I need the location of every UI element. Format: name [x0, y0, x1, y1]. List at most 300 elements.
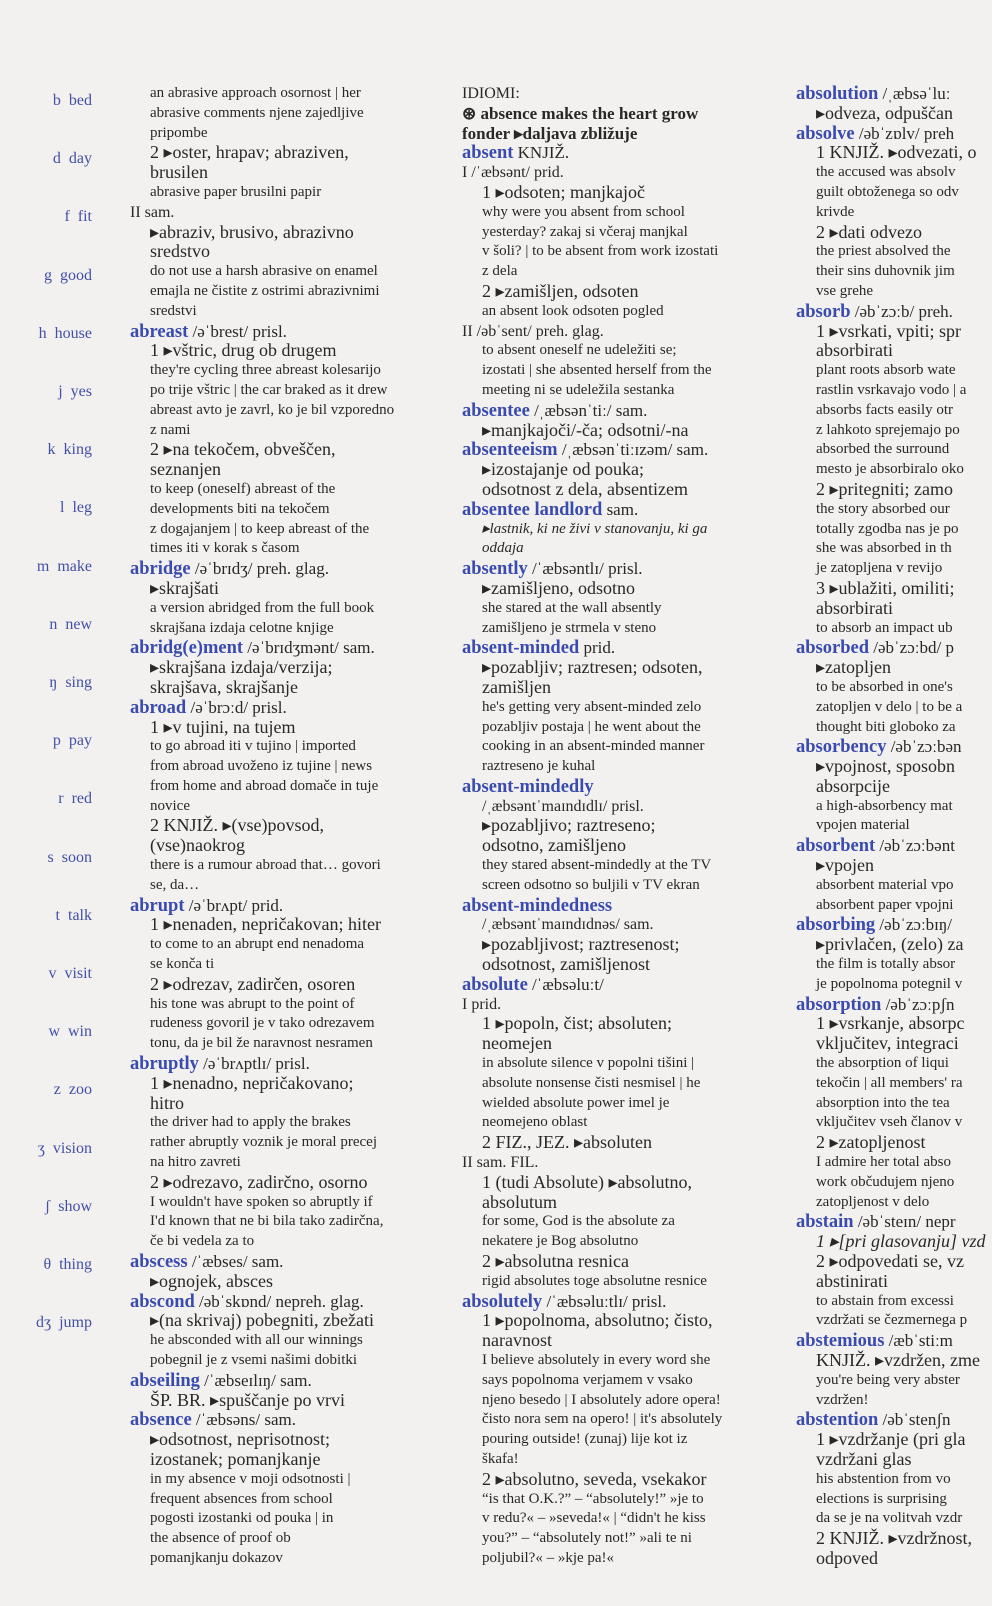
pronunciation-example-word: soon [61, 848, 92, 866]
line-text: neomejen [482, 1033, 552, 1054]
line-text: ▸(na skrivaj) pobegniti, zbežati [150, 1310, 374, 1331]
headword: absent-minded [462, 638, 580, 659]
pronunciation-example-word: thing [59, 1256, 92, 1273]
line-text: 2 ▸odrezav, zadirčen, osoren [150, 973, 356, 994]
example-line [462, 1212, 776, 1232]
translation-line [130, 223, 442, 243]
example-line [462, 737, 776, 757]
example-line [462, 599, 776, 619]
pronunciation-symbol: ŋ [49, 674, 58, 691]
translation-line [796, 856, 992, 876]
line-text: the film is totally absor [816, 956, 956, 973]
line-text: 1 ▸vštric, drug ob drugem [150, 340, 337, 361]
example-line [462, 539, 776, 559]
line-text: the absorption of liqui [816, 1055, 949, 1072]
headword: absorbent [796, 836, 876, 857]
example-line [796, 1054, 992, 1074]
example-line [796, 1074, 992, 1094]
line-text: izostanek; pomanjkanje [150, 1448, 321, 1469]
example-line [462, 381, 776, 401]
line-text: neomejeno oblast [482, 1114, 588, 1131]
line-text: to abstain from excessi [816, 1292, 954, 1309]
line-text: absorption into the tea [816, 1094, 950, 1111]
line-text: odsotnost, zamišljenost [482, 954, 650, 975]
example-line [130, 757, 442, 777]
example-line [462, 1430, 776, 1450]
line-text: 1 ▸vzdržanje (pri gla [816, 1429, 966, 1450]
translation-line [130, 1391, 442, 1411]
line-text: ▸manjkajoči/-ča; odsotni/-na [482, 419, 689, 440]
entry-headword-line [796, 836, 992, 856]
example-line [796, 698, 992, 718]
line-text: 1 (tudi Absolute) ▸absolutno, [482, 1171, 693, 1192]
pronunciation-symbol: g [44, 266, 52, 284]
pronunciation-and-pos: /əˈbrʌpt/ prid. [184, 895, 284, 915]
pronunciation-example-word: pay [68, 732, 92, 750]
translation-line [796, 658, 992, 678]
translation-line [130, 1094, 442, 1114]
headword: abridg(e)ment [130, 638, 244, 659]
example-line [462, 242, 776, 262]
headword: absentee [462, 400, 530, 421]
headword: abstain [796, 1212, 854, 1233]
example-line [130, 262, 442, 282]
translation-line [130, 975, 442, 995]
example-line [462, 698, 776, 718]
translation-line [462, 1173, 776, 1193]
line-text: ▸odsotnost, neprisotnost; [150, 1429, 331, 1450]
line-text: 1 ▸nenaden, nepričakovan; hiter [150, 914, 381, 935]
translation-line [462, 816, 776, 836]
line-text: vzdržani glas [816, 1448, 912, 1469]
entry-headword-line [130, 559, 442, 579]
line-text: se, da… [150, 876, 200, 893]
pronunciation-key-row [58, 383, 92, 401]
line-text: ▸zatopljen [816, 657, 892, 678]
pronunciation-symbol: k [47, 441, 56, 459]
example-line [796, 520, 992, 540]
grammar-label-line [462, 322, 776, 342]
pronunciation-example-word: visit [64, 965, 92, 982]
line-text: hitro [150, 1092, 184, 1113]
translation-line [462, 1331, 776, 1351]
example-line [796, 1292, 992, 1312]
pronunciation-key-row [53, 732, 92, 750]
pronunciation-key-row [49, 616, 92, 634]
entry-headword-line [796, 302, 992, 322]
pronunciation-example-word: make [57, 557, 92, 575]
example-line [130, 1232, 442, 1252]
entry-headword-line [796, 737, 992, 757]
line-text: an absent look odsoten pogled [482, 302, 664, 319]
pronunciation-example-word: leg [72, 499, 92, 517]
headword: absolution [796, 84, 879, 104]
translation-line [462, 1133, 776, 1153]
line-text: poljubil?« – »kje pa!« [482, 1549, 615, 1566]
example-line [796, 797, 992, 817]
line-text: an abrasive approach osornost | her [150, 85, 361, 101]
example-line [796, 1153, 992, 1173]
example-line [462, 1094, 776, 1114]
example-line [130, 401, 442, 421]
dictionary-column-2 [462, 84, 776, 1594]
example-line [130, 183, 442, 203]
pronunciation-key-row [39, 325, 92, 343]
headword: abroad [130, 697, 187, 718]
translation-line [462, 183, 776, 203]
line-text: abreast avto je zavrl, ko je bil vzporedno [150, 401, 395, 418]
translation-line [130, 836, 442, 856]
pronunciation-and-pos: /ˈæbsəluːt/ [527, 974, 604, 994]
line-text: I /ˈæbsənt/ prid. [462, 164, 564, 182]
example-line [462, 361, 776, 381]
entry-headword-line [130, 1410, 442, 1430]
line-text: they're cycling three abreast kolesarijo [150, 362, 381, 379]
example-line [796, 282, 992, 302]
line-text: you're being very abster [816, 1371, 960, 1388]
pronunciation-key-row [49, 674, 92, 692]
pronunciation-example-word: day [68, 150, 92, 168]
line-text: ▸zamišljeno, odsotno [482, 577, 636, 598]
line-text: says popolnoma verjamem v vsako [482, 1371, 693, 1388]
example-line [796, 559, 992, 579]
translation-line [130, 460, 442, 480]
line-text: 2 ▸absolutno, seveda, vsekakor [482, 1468, 707, 1489]
line-text: the absence of proof ob [150, 1530, 291, 1547]
pronunciation-and-pos: /əbˈstenʃn [878, 1410, 951, 1430]
line-text: novice [150, 797, 190, 814]
example-line [796, 1490, 992, 1510]
line-text: ▸odveza, odpuščan [816, 102, 953, 123]
translation-line [796, 1351, 992, 1371]
example-line [462, 203, 776, 223]
line-text: na hitro zavreti [150, 1154, 241, 1171]
line-text: raztreseno je kuhal [482, 758, 596, 775]
headword: absent [462, 143, 514, 164]
headword: abridge [130, 559, 191, 580]
pronunciation-and-pos: KNJIŽ. [513, 143, 570, 163]
translation-line [130, 1450, 442, 1470]
translation-line [796, 1014, 992, 1034]
line-text: I believe absolutely in every word she [482, 1352, 711, 1368]
line-text: the priest absolved the [816, 243, 951, 260]
line-text: da se je na volitvah vzdr [816, 1510, 963, 1527]
example-line [130, 421, 442, 441]
example-line [796, 1094, 992, 1114]
line-text: guilt obtoženega so odv [816, 183, 959, 200]
line-text: 2 ▸pritegniti; zamo [816, 478, 954, 499]
line-text: vključitev vseh članov v [816, 1114, 963, 1131]
line-text: ▸izostajanje od pouka; [482, 459, 644, 480]
example-line [796, 718, 992, 738]
entry-headword-line [796, 638, 992, 658]
line-text: ▸ognojek, absces [150, 1270, 274, 1291]
pronunciation-symbol: p [52, 732, 61, 750]
pronunciation-example-word: king [63, 441, 92, 459]
example-line [796, 242, 992, 262]
pronunciation-key-row [56, 907, 92, 925]
grammar-label-line [462, 84, 776, 104]
line-text: 1 ▸v tujini, na tujem [150, 716, 296, 737]
example-line [462, 1371, 776, 1391]
line-text: absorbent paper vpojni [816, 896, 954, 913]
line-text: totally zgodba nas je po [816, 520, 959, 537]
translation-line [130, 678, 442, 698]
entry-headword-line [462, 1292, 776, 1312]
example-line [130, 737, 442, 757]
pronunciation-and-pos: /əbˈzɔːbd/ p [869, 638, 954, 658]
line-text: zamišljen [482, 676, 551, 697]
example-line [796, 896, 992, 916]
line-text: (vse)naokrog [150, 835, 245, 856]
line-text: in absolute silence v popolni tišini | [482, 1055, 695, 1072]
pronunciation-symbol: h [38, 324, 47, 342]
line-text: plant roots absorb wate [816, 362, 956, 379]
line-text: 1 ▸[pri glasovanju] vzd [816, 1231, 986, 1252]
line-text: I'd known that ne bi bila tako zadirčna, [150, 1213, 384, 1230]
line-text: fonder ▸daljava zbližuje [462, 123, 638, 143]
line-text: to come to an abrupt end nenadoma [150, 936, 365, 953]
pronunciation-example-word: show [58, 1197, 92, 1215]
pronunciation-and-pos: sam. [602, 499, 639, 519]
line-text: do not use a harsh abrasive on enamel [150, 263, 378, 280]
line-text: rastlin vsrkavajo vodo | a [816, 381, 967, 398]
line-text: screen odsotno so buljili v TV ekran [482, 876, 700, 893]
example-line [796, 1193, 992, 1213]
line-text: izostati | she absented herself from the [482, 362, 712, 379]
line-text: 2 ▸zamišljen, odsoten [482, 280, 639, 301]
example-line [462, 520, 776, 540]
line-text: pozabljiv postaja | he went about the [482, 718, 701, 735]
example-line [796, 421, 992, 441]
line-text: z dogajanjem | to keep abreast of the [150, 520, 370, 537]
idiom-line [462, 104, 776, 124]
pronunciation-symbol: m [36, 557, 50, 575]
line-text: naravnost [482, 1330, 552, 1351]
pronunciation-example-word: zoo [68, 1081, 92, 1099]
line-text: their sins duhovnik jim [816, 263, 955, 280]
pronunciation-key-row [45, 1198, 92, 1216]
line-text: his abstention from vo [816, 1470, 951, 1487]
line-text: pouring outside! (zunaj) lije kot iz [482, 1431, 688, 1448]
line-text: there is a rumour abroad that… govori [150, 857, 381, 874]
translation-line [796, 777, 992, 797]
pronunciation-symbol: θ [43, 1256, 52, 1273]
line-text: se konča ti [150, 956, 215, 973]
example-line [130, 282, 442, 302]
translation-line [796, 1549, 992, 1569]
line-text: II sam. [130, 203, 175, 221]
line-text: developments biti na tekočem [150, 500, 330, 517]
translation-line [796, 341, 992, 361]
example-line [130, 777, 442, 797]
line-text: 1 ▸vsrkati, vpiti; spr [816, 320, 962, 341]
line-text: mesto je absorbiralo oko [816, 461, 964, 478]
example-line [462, 1074, 776, 1094]
pronunciation-and-pos: /ˈæbses/ sam. [187, 1252, 284, 1272]
pronunciation-key-row [64, 208, 92, 226]
example-line [130, 955, 442, 975]
idiom-line [462, 124, 776, 144]
pronunciation-and-pos: /əˈbrɪdʒ/ preh. glag. [190, 559, 329, 579]
line-text: zatopljenost v delo [816, 1193, 930, 1210]
line-text: nekatere je Bog absolutno [482, 1233, 639, 1250]
pronunciation-example-word: vision [52, 1139, 92, 1157]
line-text: rudeness govoril je v tako odrezavem [150, 1015, 375, 1032]
line-text: frequent absences from school [150, 1490, 333, 1507]
example-line [796, 619, 992, 639]
example-line [462, 1272, 776, 1292]
line-text: 1 ▸vsrkanje, absorpc [816, 1013, 965, 1034]
pronunciation-key-row [60, 499, 92, 517]
line-text: ▸skrajšana izdaja/verzija; [150, 657, 333, 678]
line-text: abrasive paper brusilni papir [150, 183, 322, 200]
line-text: he absconded with all our winnings [150, 1332, 363, 1349]
line-text: the accused was absolv [816, 164, 956, 181]
pronunciation-symbol: r [58, 790, 64, 808]
pronunciation-and-pos: /ˌæbsəˈluː [878, 84, 951, 103]
line-text: KNJIŽ. ▸vzdržen, zme [816, 1350, 980, 1370]
line-text: pripombe [150, 124, 208, 141]
translation-line [796, 480, 992, 500]
line-text: krivde [816, 203, 855, 220]
line-text: from home and abroad domače in tuje [150, 777, 379, 794]
line-text: 1 ▸popolnoma, absolutno; čisto, [482, 1310, 713, 1331]
entry-headword-line [462, 440, 776, 460]
headword: abstemious [796, 1331, 885, 1352]
line-text: she stared at the wall absently [482, 599, 662, 616]
headword: absent-mindedly [462, 776, 594, 797]
line-text: he's getting very absent-minded zelo [482, 698, 702, 715]
headword: abruptly [130, 1054, 199, 1075]
pronunciation-symbol: b [52, 92, 61, 109]
example-line [462, 1450, 776, 1470]
entry-headword-line [130, 638, 442, 658]
translation-line [796, 322, 992, 342]
example-line [796, 1113, 992, 1133]
entry-headword-line [130, 1371, 442, 1391]
headword: absenteeism [462, 440, 558, 461]
example-line [130, 1490, 442, 1510]
pronunciation-and-pos: /əˈbrɪdʒmənt/ sam. [243, 638, 375, 658]
line-text: vzdržen! [816, 1391, 869, 1408]
line-text: brusilen [150, 162, 208, 183]
line-text: 2 KNJIŽ. ▸vzdržnost, [816, 1528, 973, 1549]
example-line [130, 539, 442, 559]
example-line [462, 1509, 776, 1529]
example-line [130, 1331, 442, 1351]
entry-headword-line [796, 995, 992, 1015]
line-text: /ˌæbsəntˈmaɪndɪdnəs/ sam. [482, 916, 654, 934]
example-line [130, 1153, 442, 1173]
line-text: odpoved [816, 1547, 878, 1568]
line-text: je zatopljena v revijo [816, 560, 943, 577]
line-text: 2 FIZ., JEZ. ▸absoluten [482, 1132, 653, 1153]
example-line [462, 302, 776, 322]
translation-line [462, 1252, 776, 1272]
line-text: ⊛ absence makes the heart grow [462, 103, 699, 123]
line-text: odsotnost z dela, absentizem [482, 478, 688, 499]
translation-line [796, 104, 992, 124]
example-line [130, 797, 442, 817]
example-line [462, 1391, 776, 1411]
headword: absence [130, 1410, 192, 1431]
line-text: why were you absent from school [482, 203, 685, 220]
translation-line [796, 1450, 992, 1470]
pronunciation-and-pos: /əbˈzɔːpʃn [881, 994, 955, 1014]
grammar-label-line [462, 163, 776, 183]
translation-line [796, 143, 992, 163]
example-line [130, 935, 442, 955]
example-line [130, 104, 442, 124]
line-text: cooking in an absent-minded manner [482, 738, 705, 755]
pronunciation-key-row [58, 790, 92, 808]
example-line [130, 381, 442, 401]
line-text: 2 ▸oster, hrapav; abraziven, [150, 142, 349, 163]
line-text: in my absence v moji odsotnosti | [150, 1470, 351, 1487]
pronunciation-and-pos: /əˈbrest/ prisl. [188, 321, 287, 341]
example-line [796, 361, 992, 381]
translation-line [796, 1133, 992, 1153]
pronunciation-key-row [53, 150, 92, 168]
pronunciation-example-word: win [68, 1023, 92, 1041]
line-text: his tone was abrupt to the point of [150, 995, 355, 1012]
example-line [130, 619, 442, 639]
grammar-label-line [462, 797, 776, 817]
translation-line [796, 1529, 992, 1549]
translation-line [130, 1272, 442, 1292]
line-text: rigid absolutes toge absolutne resnice [482, 1272, 707, 1289]
pronunciation-example-word: talk [68, 906, 92, 924]
line-text: yesterday? zakaj si včeraj manjkal [482, 223, 688, 240]
pronunciation-example-word: fit [77, 208, 92, 226]
line-text: je popolnoma potegnil v [816, 975, 963, 992]
line-text: vključitev, integraci [816, 1033, 959, 1054]
pronunciation-and-pos: /əˈbrɔːd/ prisl. [186, 697, 287, 717]
entry-headword-line [130, 896, 442, 916]
line-text: to go abroad iti v tujino | imported [150, 738, 356, 755]
pronunciation-symbol: ʃ [44, 1197, 51, 1215]
pronunciation-example-word: good [60, 266, 92, 284]
pronunciation-key-row [48, 441, 92, 459]
line-text: ▸vpojnost, sposobn [816, 756, 956, 777]
line-text: times iti v korak s časom [150, 540, 300, 557]
pronunciation-and-pos: /ˈæbsəluːtlɪ/ prisl. [542, 1291, 667, 1311]
pronunciation-key-row [43, 1256, 92, 1274]
translation-line [462, 282, 776, 302]
line-text: pomanjkanju dokazov [150, 1549, 283, 1566]
translation-line [130, 718, 442, 738]
entry-headword-line [796, 1212, 992, 1232]
example-line [130, 1133, 442, 1153]
line-text: po trije vštric | the car braked as it drew [150, 381, 388, 398]
example-line [796, 1470, 992, 1490]
pronunciation-and-pos: /əˈbrʌptlɪ/ prisl. [198, 1054, 310, 1074]
line-text: 2 ▸na tekočem, obveščen, [150, 439, 336, 460]
line-text: odsotno, zamišljeno [482, 835, 626, 856]
pronunciation-symbol: ʒ [37, 1139, 45, 1157]
pronunciation-symbol: z [53, 1081, 61, 1099]
pronunciation-and-pos: prid. [579, 638, 616, 658]
line-text: ▸privlačen, (zelo) za [816, 934, 964, 955]
line-text: pogosti izostanki od pouka | in [150, 1510, 334, 1527]
translation-line [462, 1193, 776, 1213]
translation-line [462, 1014, 776, 1034]
line-text: absorbirati [816, 597, 893, 618]
example-line [462, 1490, 776, 1510]
pronunciation-and-pos: /əbˈzɔːb/ preh. [850, 301, 953, 321]
headword: abrupt [130, 895, 185, 916]
